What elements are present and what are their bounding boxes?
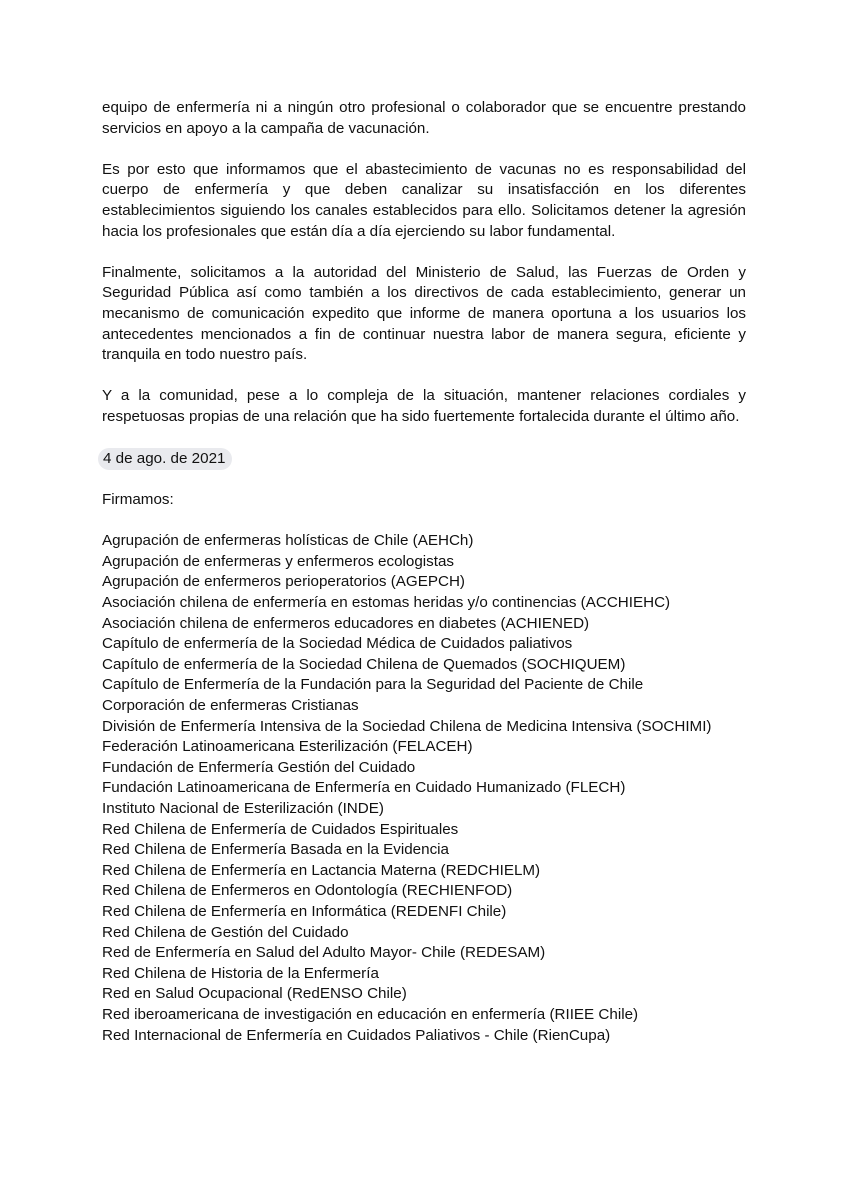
organization-item: Red Chilena de Enfermería Basada en la Evidencia: [102, 841, 449, 859]
date-chip[interactable]: 4 de ago. de 2021: [98, 448, 232, 470]
organization-item: Fundación Latinoamericana de Enfermería en Cuidado Humanizado (FLECH): [102, 779, 626, 797]
organization-item: Red Chilena de Enfermería de Cuidados Espirituales: [102, 820, 459, 838]
organization-item: Red Internacional de Enfermería en Cuidados Paliativos - Chile (RienCupa): [102, 1026, 611, 1044]
paragraph-community: Y a la comunidad, pese a lo compleja de la situación, mantener relaciones cordiales y respetuosas propias de una relación que ha sido fuertemente fortalecida durante el último año.: [102, 387, 746, 425]
signature-intro: Firmamos:: [102, 491, 174, 509]
paragraph-request-authorities: Finalmente, solicitamos a la autoridad del Ministerio de Salud, las Fuerzas de Orden y Seguridad Pública así como también a los directivos de cada establecimiento, generar un mecanismo de comunicación expedito que informe de manera oportuna a los usuarios los antecedentes mencionados a fin de continuar nuestra labor de manera segura, eficiente y tranquila en todo nuestro país.: [102, 263, 746, 364]
paragraph-continuation: equipo de enfermería ni a ningún otro profesional o colaborador que se encuentre prestando servicios en apoyo a la campaña de vacunación.: [102, 99, 746, 137]
organization-item: Red de Enfermería en Salud del Adulto Mayor- Chile (REDESAM): [102, 944, 546, 962]
date-row: [102, 448, 746, 490]
organization-item: Agrupación de enfermeras holísticas de Chile (AEHCh): [102, 532, 474, 550]
organization-item: Corporación de enfermeras Cristianas: [102, 697, 359, 715]
organization-item: Asociación chilena de enfermería en estomas heridas y/o continencias (ACCHIEHC): [102, 594, 671, 612]
organization-item: Red Chilena de Enfermería en Lactancia Materna (REDCHIELM): [102, 861, 541, 879]
organization-item: Asociación chilena de enfermeros educadores en diabetes (ACHIENED): [102, 614, 590, 632]
document-page: [102, 98, 746, 1046]
organization-item: Fundación de Enfermería Gestión del Cuidado: [102, 758, 416, 776]
organization-item: Instituto Nacional de Esterilización (INDE): [102, 800, 384, 817]
organization-item: Red Chilena de Gestión del Cuidado: [102, 923, 349, 941]
paragraph-vaccine-supply: Es por esto que informamos que el abastecimiento de vacunas no es responsabilidad del cuerpo de enfermería y que deben canalizar su insatisfacción en los diferentes establecimientos siguiendo los canales establecidos para ello. Solicitamos detener la agresión hacia los profesionales que están día a día ejerciendo su labor fundamental.: [102, 160, 746, 240]
organization-item: Red iberoamericana de investigación en educación en enfermería (RIIEE Chile): [102, 1005, 639, 1023]
organization-item: Agrupación de enfermeras y enfermeros ecologistas: [102, 552, 455, 570]
organization-item: División de Enfermería Intensiva de la Sociedad Chilena de Medicina Intensiva (SOCHIMI): [102, 717, 712, 735]
organization-item: Red Chilena de Enfermería en Informática (REDENFI Chile): [102, 902, 507, 920]
organization-item: Agrupación de enfermeros perioperatorios (AGEPCH): [102, 573, 465, 591]
organization-item: Red en Salud Ocupacional (RedENSO Chile): [102, 985, 407, 1003]
organization-item: Red Chilena de Enfermeros en Odontología (RECHIENFOD): [102, 882, 513, 900]
organization-item: Red Chilena de Historia de la Enfermería: [102, 964, 379, 982]
organization-item: Capítulo de Enfermería de la Fundación para la Seguridad del Paciente de Chile: [102, 676, 644, 694]
organization-item: Federación Latinoamericana Esterilización (FELACEH): [102, 738, 473, 756]
organization-item: Capítulo de enfermería de la Sociedad Chilena de Quemados (SOCHIQUEM): [102, 655, 626, 673]
organization-list: [102, 531, 746, 1046]
organization-item: Capítulo de enfermería de la Sociedad Médica de Cuidados paliativos: [102, 635, 573, 653]
